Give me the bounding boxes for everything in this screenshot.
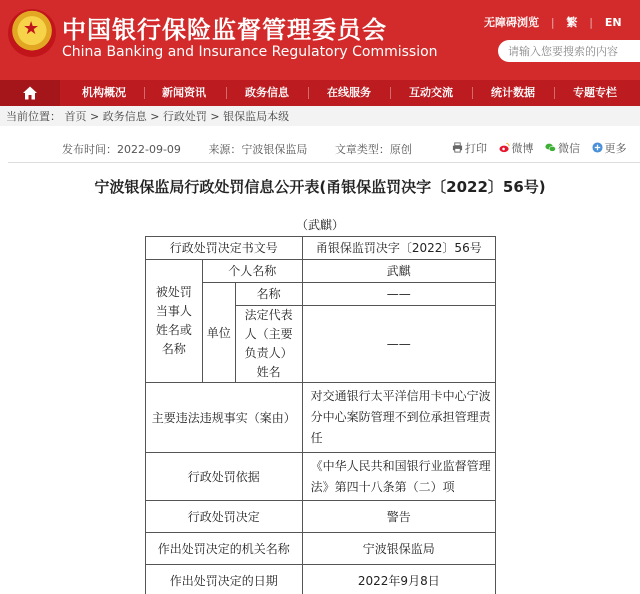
table-row <box>146 383 496 453</box>
nav-item-about[interactable]: 机构概况 <box>82 86 126 99</box>
separator: | <box>589 16 593 29</box>
nav-home[interactable] <box>0 80 60 106</box>
wechat-icon <box>545 142 556 153</box>
cell-label: 行政处罚决定 <box>146 501 303 533</box>
divider <box>8 162 640 163</box>
accessibility-link[interactable]: 无障碍浏览 <box>484 16 539 29</box>
more-icon <box>592 142 603 153</box>
search-box <box>498 40 640 62</box>
site-title-cn[interactable]: 中国银行保险监督管理委员会 <box>62 16 387 44</box>
article-meta <box>62 141 436 157</box>
nav-divider <box>308 87 309 99</box>
cell-label: 法定代表人（主要负责人）姓名 <box>235 306 302 383</box>
english-link[interactable]: EN <box>604 16 622 29</box>
cell-label: 作出处罚决定的日期 <box>146 565 303 594</box>
cell-value: —— <box>302 283 495 306</box>
breadcrumb <box>6 108 289 124</box>
share-bar <box>452 140 635 156</box>
cell-label: 行政处罚决定书文号 <box>146 237 303 260</box>
table-row <box>146 237 496 260</box>
national-emblem-icon: ★ <box>8 9 56 57</box>
site-title-en[interactable]: China Banking and Insurance Regulatory Commission <box>62 44 438 60</box>
penalty-info-table <box>145 236 496 594</box>
traditional-chinese-link[interactable]: 繁 <box>566 16 578 29</box>
document-subject: （武麒） <box>295 218 344 232</box>
main-nav <box>0 80 640 106</box>
cell-value: 武麒 <box>302 260 495 283</box>
cell-value: 对交通银行太平洋信用卡中心宁波分中心案防管理不到位承担管理责任 <box>302 383 495 453</box>
nav-divider <box>226 87 227 99</box>
nav-divider <box>554 87 555 99</box>
article-type: 文章类型：原创 <box>334 143 412 156</box>
utility-links <box>484 14 622 30</box>
cell-label: 单位 <box>202 283 235 383</box>
nav-divider <box>144 87 145 99</box>
breadcrumb-path[interactable]: 首页 > 政务信息 > 行政处罚 > 银保监局本级 <box>64 110 290 123</box>
table-row <box>146 260 496 283</box>
cell-value: 甬银保监罚决字〔2022〕56号 <box>302 237 495 260</box>
nav-divider <box>472 87 473 99</box>
breadcrumb-label: 当前位置： <box>6 110 61 123</box>
table-row <box>146 533 496 565</box>
weibo-icon <box>499 142 510 153</box>
table-row <box>146 501 496 533</box>
weixin-share-button[interactable]: 微信 <box>545 142 584 155</box>
nav-item-online-service[interactable]: 在线服务 <box>327 86 371 99</box>
cell-value: 2022年9月8日 <box>302 565 495 594</box>
publish-date: 发布时间：2022-09-09 <box>62 143 181 156</box>
home-icon <box>22 85 38 101</box>
separator: | <box>550 16 555 29</box>
nav-item-news[interactable]: 新闻资讯 <box>162 86 206 99</box>
print-button[interactable]: 打印 <box>452 142 491 155</box>
nav-item-gov-info[interactable]: 政务信息 <box>245 86 289 99</box>
cell-value: 《中华人民共和国银行业监督管理法》第四十八条第（二）项 <box>302 453 495 501</box>
more-share-button[interactable]: 更多 <box>592 142 627 155</box>
site-header <box>0 0 640 80</box>
cell-label: 作出处罚决定的机关名称 <box>146 533 303 565</box>
print-icon <box>452 142 463 153</box>
document-title: 宁波银保监局行政处罚信息公开表(甬银保监罚决字〔2022〕56号) <box>94 178 546 196</box>
table-row <box>146 565 496 594</box>
nav-item-statistics[interactable]: 统计数据 <box>491 86 535 99</box>
table-row <box>146 453 496 501</box>
cell-label: 名称 <box>235 283 302 306</box>
nav-divider <box>390 87 391 99</box>
search-input[interactable] <box>498 41 636 63</box>
cell-label: 主要违法违规事实（案由） <box>146 383 303 453</box>
cell-label: 被处罚当事人姓名或名称 <box>146 260 203 383</box>
cell-value: —— <box>302 306 495 383</box>
cell-value: 宁波银保监局 <box>302 533 495 565</box>
article-source: 来源：宁波银保监局 <box>208 143 308 156</box>
weibo-share-button[interactable]: 微博 <box>499 142 538 155</box>
nav-item-interaction[interactable]: 互动交流 <box>409 86 453 99</box>
cell-label: 行政处罚依据 <box>146 453 303 501</box>
nav-item-topics[interactable]: 专题专栏 <box>573 86 617 99</box>
cell-value: 警告 <box>302 501 495 533</box>
cell-label: 个人名称 <box>202 260 302 283</box>
